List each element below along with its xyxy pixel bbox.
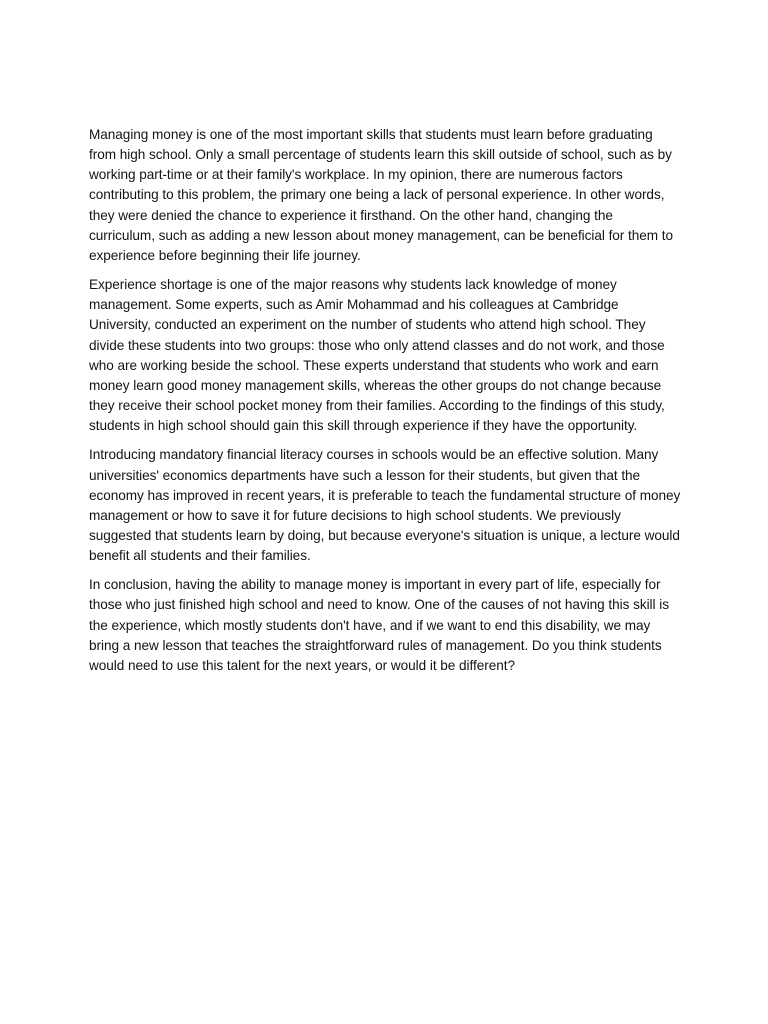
paragraph-1: Managing money is one of the most important skills that students must learn before graduating from high school. Only a small percentage of students learn this skill outside of school, such as by working part-time or at their family's workplace. In my opinion, there are numerous factors contributing to this problem, the primary one being a lack of personal experience. In other words, they were denied the chance to experience it firsthand. On the other hand, changing the curriculum, such as adding a new lesson about money management, can be beneficial for them to experience before beginning their life journey. [89,127,673,263]
paragraph-4: In conclusion, having the ability to manage money is important in every part of life, especially for those who just finished high school and need to know. One of the causes of not having this skill is the experience, which mostly students don't have, and if we want to end this disability, we may bring a new lesson that teaches the straightforward rules of management. Do you think students would need to use this talent for the next years, or would it be different? [89,577,669,673]
paragraph-2: Experience shortage is one of the major reasons why students lack knowledge of money management. Some experts, such as Amir Mohammad and his colleagues at Cambridge University, conducted an experiment on the number of students who attend high school. They divide these students into two groups: those who only attend classes and do not work, and those who are working beside the school. These experts understand that students who work and earn money learn good money management skills, whereas the other groups do not change because they receive their school pocket money from their families. According to the findings of this study, students in high school should gain this skill through experience if they have the opportunity. [89,277,665,434]
document-body [89,125,681,676]
paragraph-3: Introducing mandatory financial literacy courses in schools would be an effective solution. Many universities' economics departments have such a lesson for their students, but given that the economy has improved in recent years, it is preferable to teach the fundamental structure of money management or how to save it for future decisions to high school students. We previously suggested that students learn by doing, but because everyone's situation is unique, a lecture would benefit all students and their families. [89,447,681,564]
